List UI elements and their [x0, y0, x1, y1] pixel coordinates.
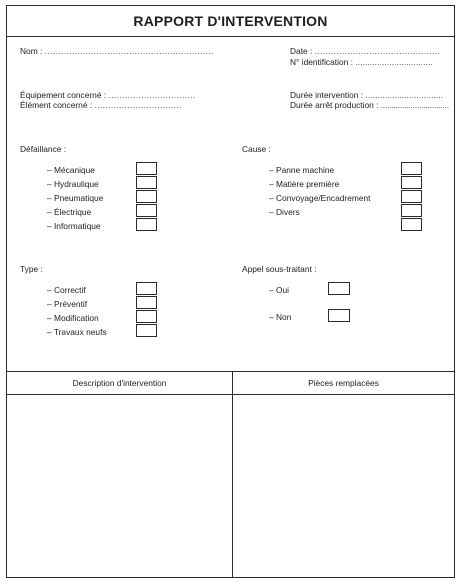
defaillance-item: – Électrique: [47, 207, 92, 217]
cause-checkbox-panne-machine[interactable]: [401, 162, 422, 175]
cause-item: – Divers: [269, 207, 300, 217]
cause-label: Cause :: [242, 144, 271, 154]
appel-non-checkbox[interactable]: [328, 309, 350, 322]
report-title: RAPPORT D'INTERVENTION: [7, 6, 454, 37]
defaillance-item: – Mécanique: [47, 165, 95, 175]
cause-item: – Matière première: [269, 179, 340, 189]
date-field: [290, 46, 440, 56]
element-label: Élément concerné :: [20, 100, 93, 110]
cause-checkbox-matiere-premiere[interactable]: [401, 176, 422, 189]
type-item: – Correctif: [47, 285, 86, 295]
description-header: Description d'intervention: [72, 378, 167, 388]
type-item: – Travaux neufs: [47, 327, 107, 337]
equipement-field: [20, 90, 196, 100]
type-checkbox-correctif[interactable]: [136, 282, 157, 295]
description-area[interactable]: [8, 396, 230, 574]
defaillance-checkbox-hydraulique[interactable]: [136, 176, 157, 189]
appel-non-label: – Non: [269, 312, 292, 322]
cause-item: – Panne machine: [269, 165, 335, 175]
defaillance-item: – Hydraulique: [47, 179, 99, 189]
cause-checkbox-convoyage[interactable]: [401, 190, 422, 203]
element-dots[interactable]: ................................: [94, 100, 182, 110]
pieces-area[interactable]: [235, 396, 451, 574]
appel-label: Appel sous-traitant :: [242, 264, 317, 274]
defaillance-checkbox-informatique[interactable]: [136, 218, 157, 231]
type-label: Type :: [20, 264, 43, 274]
date-label: Date :: [290, 46, 313, 56]
table-header-border: [7, 394, 454, 395]
pieces-header: Pièces remplacées: [308, 378, 379, 388]
defaillance-checkbox-electrique[interactable]: [136, 204, 157, 217]
defaillance-item: – Pneumatique: [47, 193, 104, 203]
duree-intervention-label: Durée intervention :: [290, 90, 364, 100]
identification-dots[interactable]: ................................: [355, 57, 433, 67]
nom-field: [20, 46, 214, 56]
defaillance-label: Défaillance :: [20, 144, 67, 154]
type-item: – Modification: [47, 313, 99, 323]
defaillance-item: – Informatique: [47, 221, 101, 231]
appel-oui-checkbox[interactable]: [328, 282, 350, 295]
defaillance-checkbox-mecanique[interactable]: [136, 162, 157, 175]
duree-arret-dots[interactable]: ................................: [380, 100, 449, 110]
cause-item: – Convoyage/Encadrement: [269, 193, 371, 203]
duree-arret-label: Durée arrêt production :: [290, 100, 379, 110]
cause-checkbox-extra[interactable]: [401, 218, 422, 231]
type-checkbox-travaux-neufs[interactable]: [136, 324, 157, 337]
table-column-divider: [232, 371, 233, 577]
equipement-dots[interactable]: ................................: [108, 90, 196, 100]
nom-label: Nom :: [20, 46, 43, 56]
duree-intervention-dots[interactable]: ................................: [365, 90, 444, 100]
equipement-label: Équipement concerné :: [20, 90, 107, 100]
type-checkbox-preventif[interactable]: [136, 296, 157, 309]
cause-checkbox-divers[interactable]: [401, 204, 422, 217]
appel-oui-label: – Oui: [269, 285, 290, 295]
intervention-report-form: [6, 5, 455, 578]
defaillance-checkbox-pneumatique[interactable]: [136, 190, 157, 203]
duree-intervention-field: [290, 90, 443, 100]
identification-field: [290, 57, 433, 67]
duree-arret-field: [290, 100, 449, 110]
type-item: – Préventif: [47, 299, 88, 309]
date-dots[interactable]: ..............................................: [314, 46, 441, 56]
table-top-border: [7, 371, 454, 372]
identification-label: N° identification :: [290, 57, 353, 67]
element-field: [20, 100, 182, 110]
type-checkbox-modification[interactable]: [136, 310, 157, 323]
nom-dots[interactable]: ..............................................................: [44, 46, 214, 56]
